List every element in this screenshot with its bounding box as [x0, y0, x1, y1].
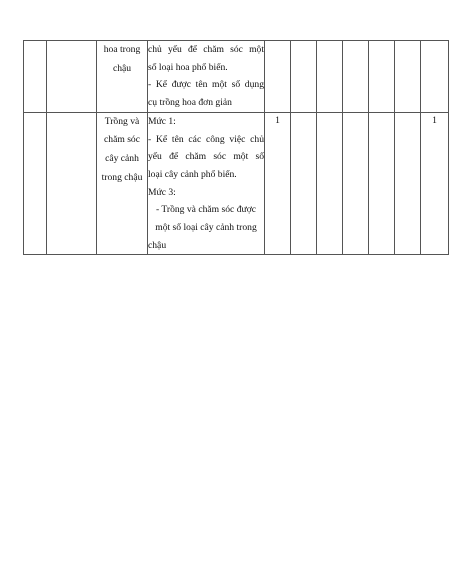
description-line: - Trồng và chăm sóc được: [155, 204, 257, 216]
description-line: - Kể tên các công việc chủ: [148, 133, 264, 145]
topic-line: cây cảnh: [105, 153, 139, 164]
chapter-cell: [47, 41, 97, 113]
topic-line: hoa trong: [103, 44, 141, 55]
count-cell: [395, 112, 421, 255]
topic-cell: [97, 41, 148, 113]
count-cell: [369, 112, 395, 255]
count-cell: [421, 41, 449, 113]
description-line: Mức 1:: [148, 115, 176, 127]
topic-line: Trồng và: [104, 115, 140, 127]
description-line: chủ yếu để chăm sóc một: [148, 44, 264, 55]
description-line: một số loại cây cảnh trong: [155, 222, 257, 234]
count-cell: [343, 112, 369, 255]
description-cell: [148, 112, 265, 255]
count-cell: [343, 41, 369, 113]
chapter-cell: [47, 112, 97, 255]
total-cell: 1: [421, 112, 449, 255]
description-line: Mức 3:: [148, 186, 176, 198]
description-line: số loại hoa phổ biến.: [148, 61, 228, 73]
count-cell: [317, 41, 343, 113]
table-row: [24, 112, 449, 255]
count-cell: [265, 41, 291, 113]
count-cell: [317, 112, 343, 255]
description-line: cụ trồng hoa đơn giản: [148, 97, 232, 109]
topic-line: chăm sóc: [104, 134, 140, 146]
topic-cell: [97, 112, 148, 255]
count-cell: [291, 41, 317, 113]
description-line: - Kể được tên một số dụng: [148, 79, 264, 91]
index-cell: [24, 112, 47, 255]
description-cell: [148, 41, 265, 113]
count-cell: [395, 41, 421, 113]
topic-line: chậu: [112, 62, 132, 74]
count-cell: [291, 112, 317, 255]
description-line: yếu để chăm sóc một số: [148, 151, 264, 163]
topic-line: trong chậu: [101, 171, 143, 183]
assessment-table: [23, 40, 449, 255]
index-cell: [24, 41, 47, 113]
table-row: [24, 41, 449, 113]
description-line: loại cây cảnh phổ biến.: [148, 168, 237, 180]
description-line: chậu: [148, 239, 167, 251]
count-cell: [369, 41, 395, 113]
count-cell: 1: [265, 112, 291, 255]
